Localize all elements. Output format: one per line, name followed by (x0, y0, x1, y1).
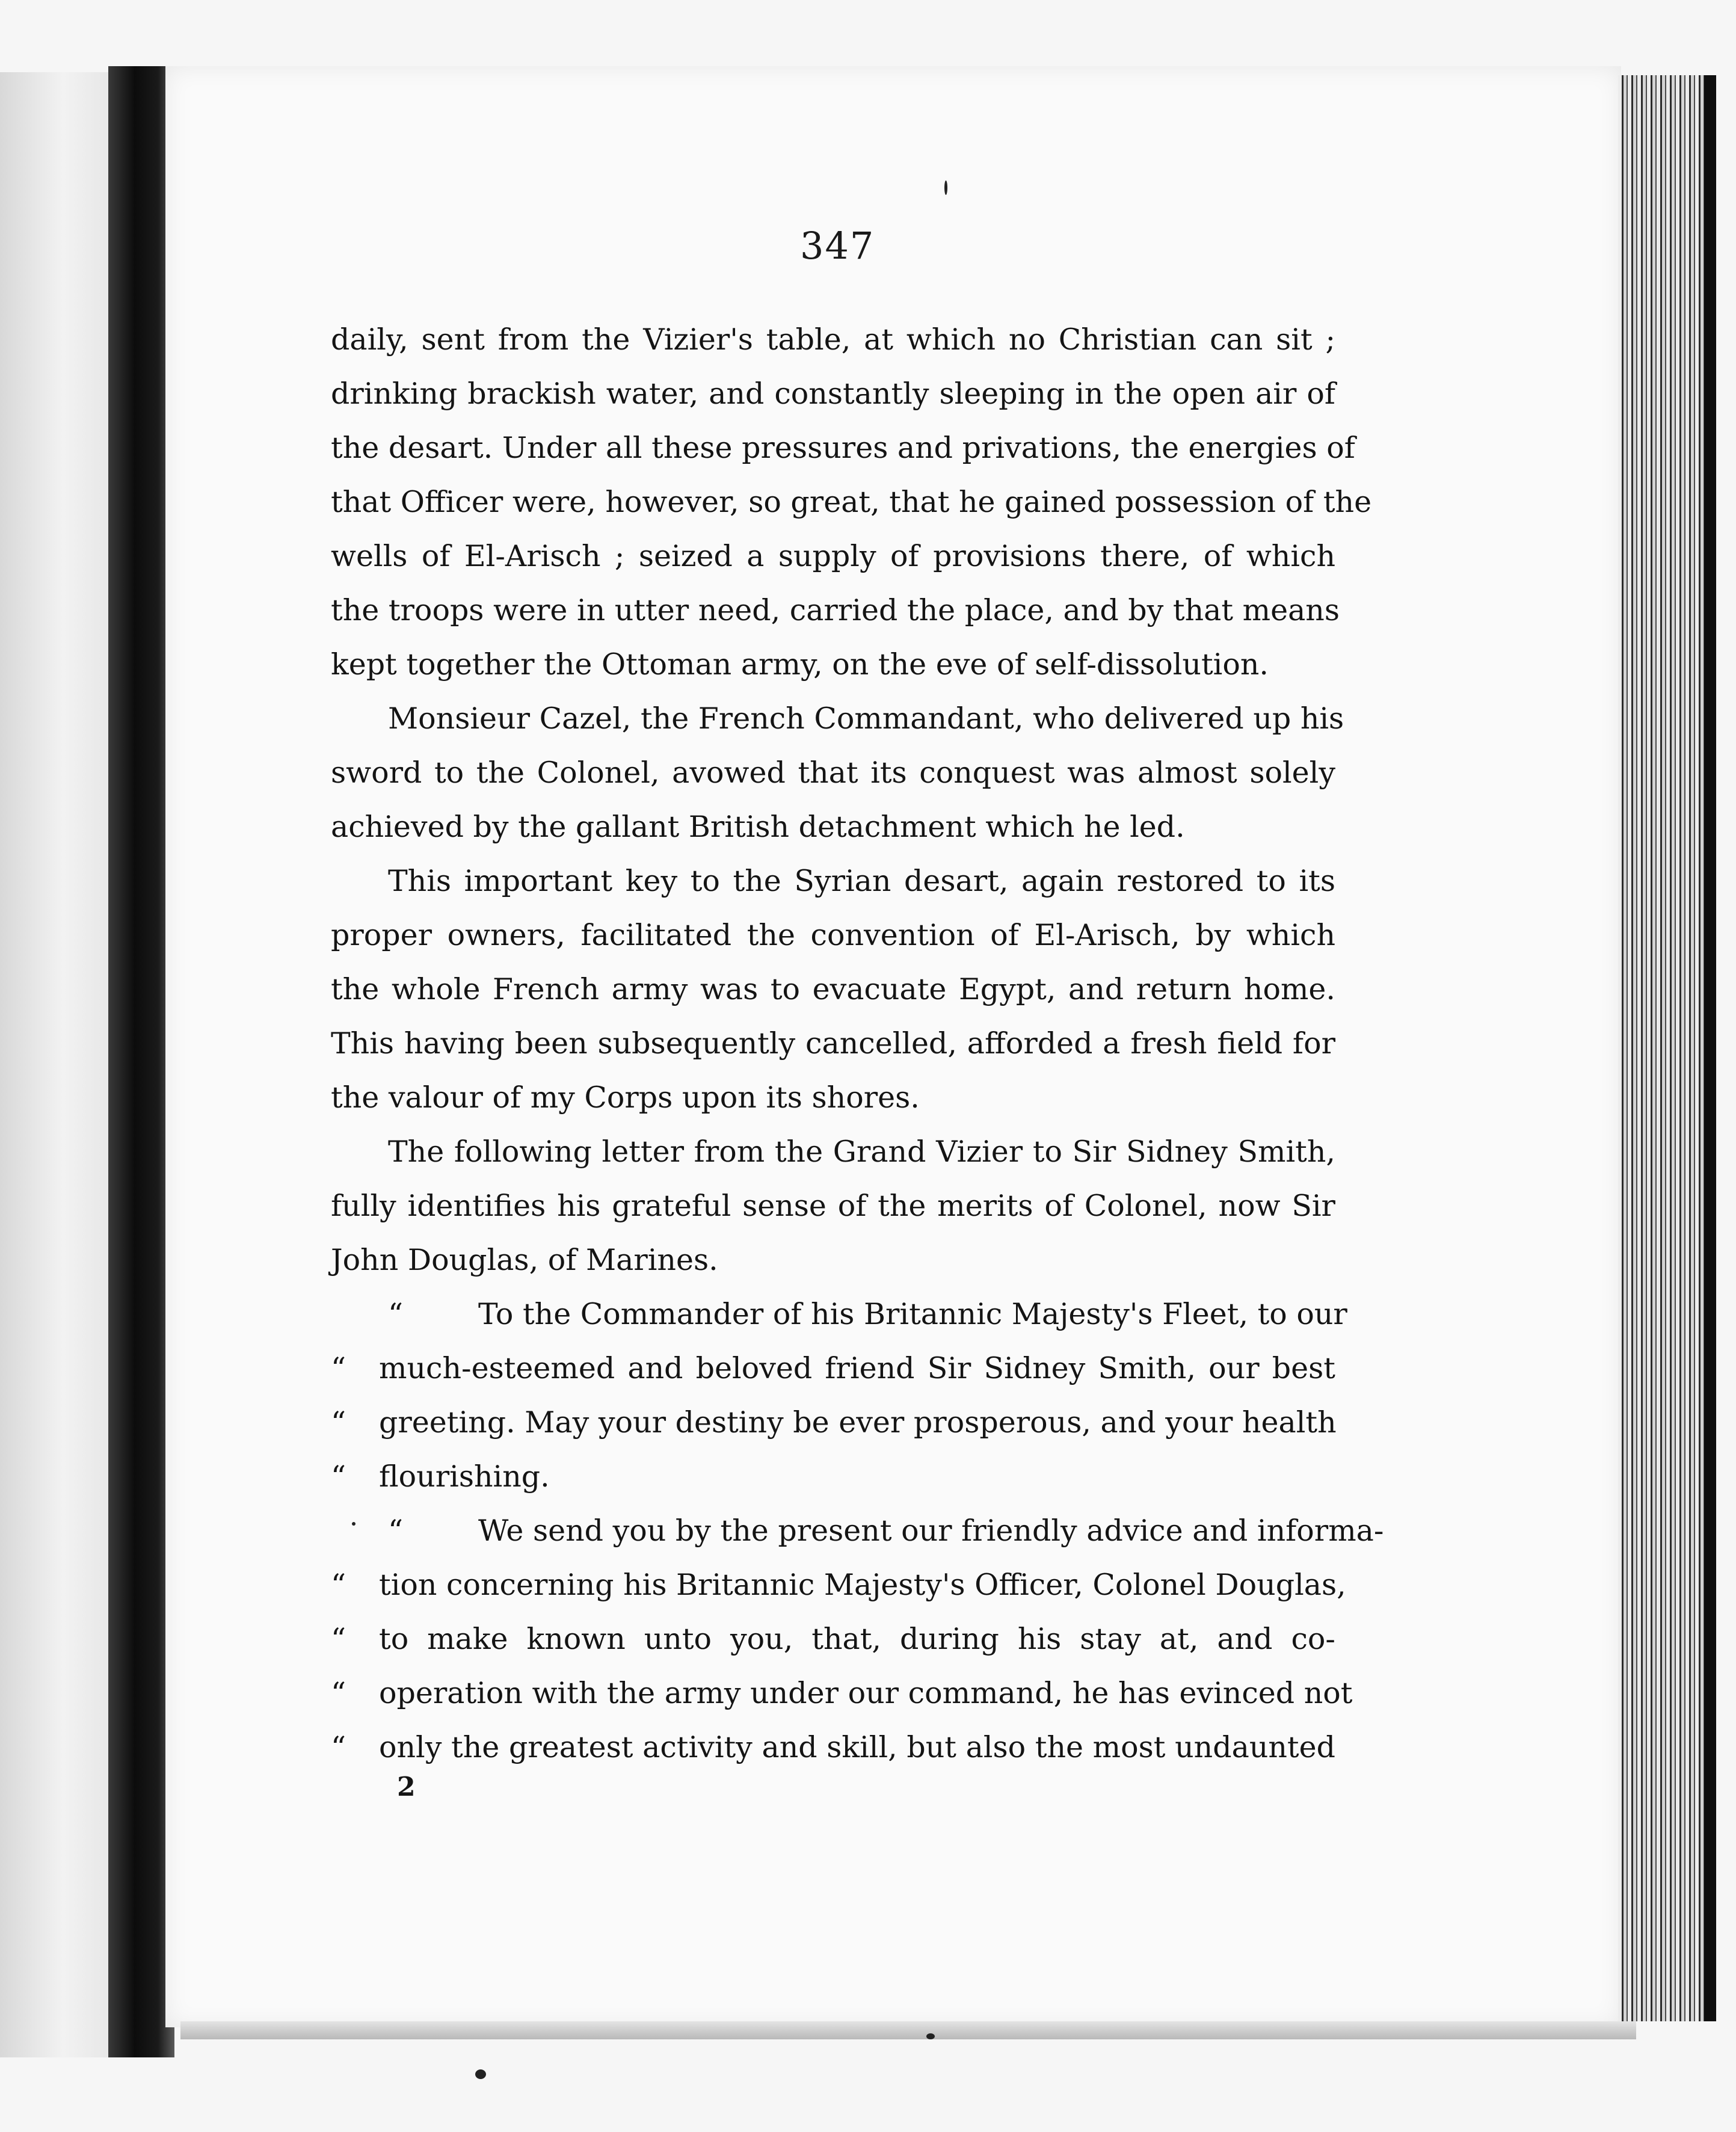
quote-mark: “ (331, 1351, 346, 1385)
quote-mark: “ (331, 1568, 346, 1602)
quoted-line (331, 1666, 1353, 1721)
quote-mark: “ (331, 1405, 346, 1440)
text-line: that Officer were, however, so great, that he gained possession of the (331, 485, 1372, 519)
letter-paragraph (331, 1287, 1347, 1504)
quote-mark: “ (388, 1514, 404, 1548)
quoted-line (331, 1450, 1335, 1504)
text-line: the whole French army was to evacuate Egypt, and return home. (331, 972, 1335, 1006)
quoted-text: operation with the army under our command, he has evinced not (379, 1676, 1353, 1710)
facing-page-edge (0, 72, 114, 2057)
text-line: kept together the Ottoman army, on the eve of self-dissolution. (331, 647, 1269, 682)
quoted-text: tion concerning his Britannic Majesty's Officer, Colonel Douglas, (379, 1568, 1346, 1602)
letter-paragraph (331, 1504, 1384, 1775)
quoted-text: To the Commander of his Britannic Majesty's Fleet, to our (478, 1297, 1347, 1331)
paragraph (331, 854, 1335, 1125)
scan-speck (926, 2033, 935, 2039)
quote-mark: “ (331, 1459, 346, 1494)
text-line: wells of El-Arisch ; seized a supply of provisions there, of which (331, 539, 1335, 573)
quoted-line (331, 1504, 1384, 1558)
text-line: the desart. Under all these pressures and privations, the energies of (331, 431, 1355, 465)
text-line: The following letter from the Grand Vizier to Sir Sidney Smith, (388, 1135, 1335, 1169)
text-line: fully identifies his grateful sense of the merits of Colonel, now Sir (331, 1189, 1335, 1223)
text-line: proper owners, facilitated the convention of El-Arisch, by which (331, 918, 1335, 952)
text-line: This important key to the Syrian desart, again restored to its (388, 864, 1335, 898)
quoted-line (331, 1342, 1335, 1396)
quote-mark: “ (388, 1297, 404, 1331)
paragraph (331, 692, 1344, 854)
text-line: sword to the Colonel, avowed that its conquest was almost solely (331, 756, 1335, 790)
quoted-text: much-esteemed and beloved friend Sir Sidney Smith, our best (379, 1351, 1335, 1385)
scan-speck (944, 180, 947, 195)
quoted-text: greeting. May your destiny be ever prosperous, and your health (379, 1405, 1337, 1440)
body-text (331, 313, 1384, 1775)
page-edges (1618, 75, 1705, 2021)
quoted-line (331, 1287, 1347, 1342)
text-line: Monsieur Cazel, the French Commandant, who delivered up his (388, 701, 1344, 736)
quoted-text: to make known unto you, that, during his stay at, and co- (379, 1622, 1335, 1656)
quote-mark: “ (331, 1730, 346, 1764)
text-line: achieved by the gallant British detachment which he led. (331, 810, 1185, 844)
quoted-line (331, 1558, 1346, 1612)
text-line: the valour of my Corps upon its shores. (331, 1080, 920, 1115)
text-line: John Douglas, of Marines. (331, 1243, 718, 1277)
page-bottom-edge (180, 2021, 1636, 2039)
quoted-line (331, 1612, 1335, 1666)
quoted-line (331, 1721, 1335, 1775)
scan-speck (475, 2069, 486, 2079)
quoted-text: We send you by the present our friendly advice and informa- (478, 1514, 1384, 1548)
paragraph (331, 313, 1372, 692)
text-line: daily, sent from the Vizier's table, at which no Christian can sit ; (331, 322, 1335, 357)
signature-mark: 2 (397, 1772, 416, 1802)
quote-mark: “ (331, 1622, 346, 1656)
text-line: This having been subsequently cancelled, afforded a fresh field for (331, 1026, 1335, 1061)
text-line: drinking brackish water, and constantly sleeping in the open air of (331, 377, 1335, 411)
quoted-text: only the greatest activity and skill, but also the most undaunted (379, 1730, 1335, 1764)
quote-mark: “ (331, 1676, 346, 1710)
quoted-line (331, 1396, 1335, 1450)
quoted-text: flourishing. (379, 1459, 550, 1494)
scan-speck (352, 1522, 356, 1526)
text-line: the troops were in utter need, carried the place, and by that means (331, 593, 1340, 627)
paragraph (331, 1125, 1335, 1287)
binding-gutter (108, 66, 174, 2057)
page-number: 347 (800, 224, 875, 268)
